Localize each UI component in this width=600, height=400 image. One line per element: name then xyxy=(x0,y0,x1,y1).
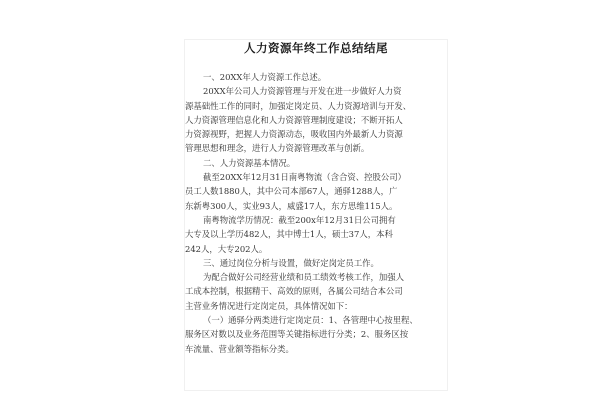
document-line: 源基础性工作的同时，加强定岗定员、人力资源培训与开发、 xyxy=(185,100,412,111)
document-line: 服务区对数以及业务范围等关键指标进行分类；2、服务区按 xyxy=(185,329,409,340)
document-line: 工成本控制，根据精干、高效的原则，各属公司结合本公司 xyxy=(185,286,403,297)
document-line: 大专及以上学历482人，其中博士1人，硕士37人，本科 xyxy=(185,229,393,240)
document-line: 力资源视野，把握人力资源动态，吸收国内外最新人力资源 xyxy=(185,129,403,140)
document-line: 一、20XX年人力资源工作总述。 xyxy=(203,72,327,82)
document-line: 人力资源管理信息化和人力资源管理制度建设；不断开拓人 xyxy=(185,114,403,125)
document-title: 人力资源年终工作总结结尾 xyxy=(244,41,388,55)
document-line: 管理思想和理念，进行人力资源管理改革与创新。 xyxy=(185,143,370,154)
document-line: 车流量、营业额等指标分类。 xyxy=(185,343,294,354)
document-line: 三、通过岗位分析与设置，做好定岗定员工作。 xyxy=(203,257,379,268)
document-line: 东新粤300人，实业93人，威盛17人，东方思维115人。 xyxy=(185,200,398,211)
document-line: 主营业务情况进行定岗定员，具体情况如下： xyxy=(185,300,353,311)
document-line: 南粤物流学历情况：截至200x年12月31日公司拥有 xyxy=(203,214,396,225)
document-line: （一）通驿分两类进行定岗定员：1、各管理中心按里程、 xyxy=(203,315,418,326)
document-line: 截至20XX年12月31日南粤物流（含合资、控股公司） xyxy=(203,172,407,183)
document-line: 242人，大专202人。 xyxy=(185,243,268,254)
document-page xyxy=(185,40,447,390)
document-line: 员工人数1880人，其中公司本部67人，通驿1288人，广 xyxy=(185,186,398,197)
document-line: 20XX年公司人力资源管理与开发在进一步做好人力资 xyxy=(203,86,402,97)
document-line: 二、人力资源基本情况。 xyxy=(203,157,296,168)
document-line: 为配合做好公司经营业绩和员工绩效考核工作，加强人 xyxy=(203,272,404,283)
document-body xyxy=(185,70,447,356)
